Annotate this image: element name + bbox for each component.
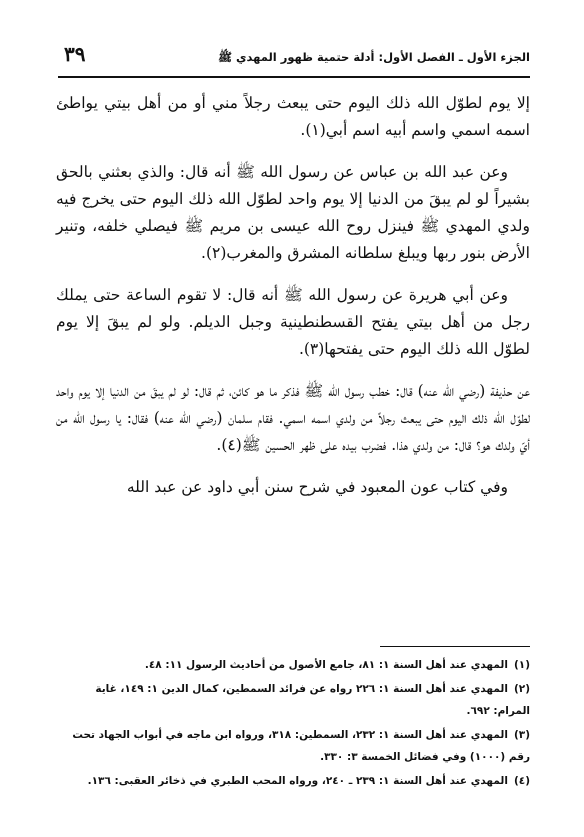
paragraph: وفي كتاب عون المعبود في شرح سنن أبي داود عن عبد الله bbox=[126, 478, 508, 496]
footnote-text: المهدي عند أهل السنة ١: ٨١، جامع الأصول من أحاديث الرسول ١١: ٤٨. bbox=[144, 659, 508, 671]
paragraph: عن حذيفة (رضي الله عنه) قال: خطب رسول الله ﷺ فذكر ما هو كائن، ثم قال: لو لم يبقَ من الدنيا إلا يوم واحد لطوّل الله ذلك اليوم حتى يبعث رجلاً من ولدي اسمه اسمي. فقام سلمان (رضي الله عنه) فقال: يا رسول الله من أيّ ولدك هو؟ قال: من ولدي هذا. فضرب بيده على ظهر الحسين ﷺ(٤). bbox=[56, 382, 530, 454]
paragraph: وعن أبي هريرة عن رسول الله ﷺ أنه قال: لا تقوم الساعة حتى يملك رجل من أهل بيتي يفتح القسطنطينية وجبل الديلم. ولو لم يبقَ إلا يوم لطوّل الله ذلك اليوم حتى يفتحها(٣). bbox=[56, 286, 530, 358]
footnote-number: (٣) bbox=[513, 729, 530, 741]
footnote-number: (٢) bbox=[513, 683, 530, 695]
paragraph: وعن عبد الله بن عباس عن رسول الله ﷺ أنه قال: والذي بعثني بالحق بشيراً لو لم يبقَ من الدنيا إلا يوم واحد لطوّل الله ذلك اليوم حتى يخرج فيه ولدي المهدي ﷺ فينزل روح الله عيسى بن مريم ﷺ فيصلي خلفه، وتنير الأرض بنور ربها ويبلغ سلطانه المشرق والمغرب(٢). bbox=[56, 163, 530, 262]
header-rule bbox=[58, 76, 530, 78]
main-text bbox=[56, 90, 530, 516]
footnote bbox=[56, 770, 530, 792]
page-header bbox=[60, 42, 530, 72]
paragraph: إلا يوم لطوّل الله ذلك اليوم حتى يبعث رجلاً مني أو من أهل بيتي يواطئ اسمه اسمي واسم أبيه اسم أبي(١). bbox=[56, 94, 530, 139]
running-head: الجزء الأول ـ الفصل الأول: أدلة حتمية ظهور المهدي ﷺ bbox=[218, 50, 530, 64]
footnote bbox=[56, 678, 530, 722]
page-number: ٣٩ bbox=[64, 42, 86, 66]
footnote-text: المهدي عند أهل السنة ١: ٢٣٢، السمطين: ٣١٨، ورواه ابن ماجه في أبواب الجهاد تحت رقم (١٠٠٠) وفي فضائل الخمسة ٣: ٣٣٠. bbox=[72, 729, 530, 763]
footnote-number: (٤) bbox=[513, 775, 530, 787]
footnote-rule bbox=[380, 646, 530, 647]
footnote-text: المهدي عند أهل السنة ١: ٢٢٦ رواه عن فرائد السمطين، كمال الدين ١: ١٤٩، غاية المرام: ٦٩٢. bbox=[95, 683, 530, 717]
footnotes bbox=[56, 654, 530, 794]
footnote bbox=[56, 724, 530, 768]
footnote-text: المهدي عند أهل السنة ١: ٢٣٩ ـ ٢٤٠، ورواه المحب الطبري في ذخائر العقبى: ١٣٦. bbox=[87, 775, 508, 787]
footnote bbox=[56, 654, 530, 676]
footnote-number: (١) bbox=[513, 659, 530, 671]
